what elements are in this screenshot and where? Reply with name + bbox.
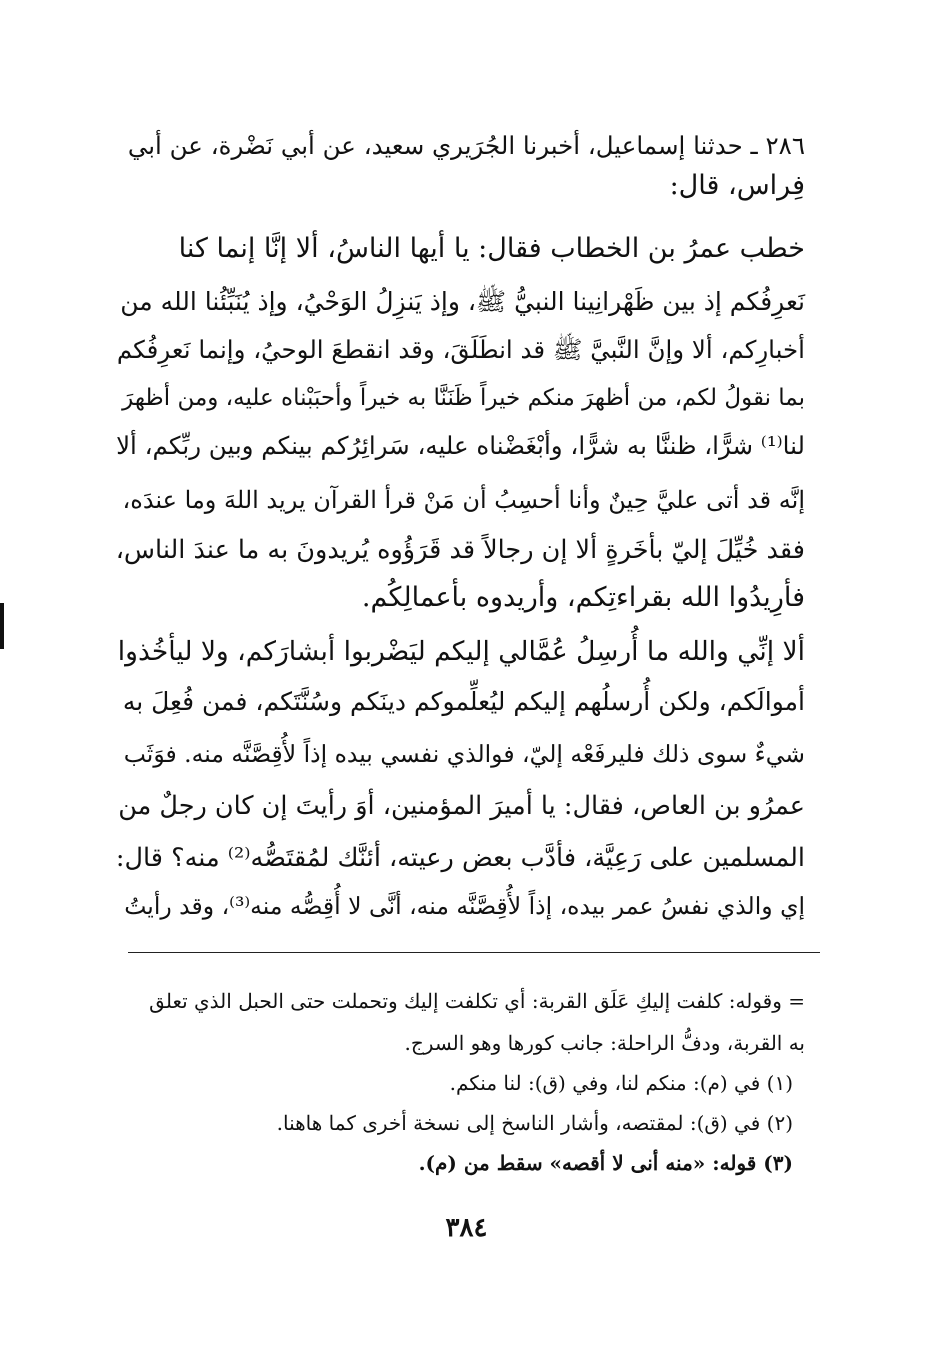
footnote-continuation-line: به القربة، ودفُّ الراحلة: جانب كورها وهو السرج. [404, 1031, 805, 1055]
paragraph2-line: أموالَكم، ولكن أُرسلُهم إليكم ليُعلِّموكم دينَكم وسُنَّتَكم، فمن فُعِلَ به [122, 687, 805, 716]
paragraph2-line: إي والذي نفسُ عمر بيده، إذاً لأُقِصَّنَّه منه، أنَّى لا أُقِصُّه منه⁽³⁾، وقد رأيتُ [124, 892, 805, 920]
paragraph1-line: فأرِيدُوا الله بقراءتِكم، وأريدوه بأعمالِكُم. [361, 582, 805, 613]
paragraph2-line: عمرُو بن العاص، فقال: يا أميرَ المؤمنين، أوَ رأيتَ إن كان رجلٌ من [118, 791, 805, 821]
hadith-intro-line-2: فِراس، قال: [669, 170, 805, 201]
scan-edge-mark [0, 603, 4, 649]
paragraph1-line: أخبارِكم، ألا وإنَّ النَّبيَّ ﷺ قد انطَلَقَ، وقد انقطعَ الوحيُ، وإنما نَعرِفُكم [116, 335, 805, 364]
page-number: ٣٨٤ [445, 1213, 488, 1243]
footnote-separator [128, 952, 820, 953]
paragraph1-line: فقد خُيِّلَ إليّ بأخَرةٍ ألا إن رجالاً قد قَرَؤُوه يُريدونَ به ما عندَ الناس، [115, 535, 805, 565]
paragraph2-line: المسلمين على رَعِيَّة، فأدَّب بعض رعيته، أئنَّك لمُقتَصُّه⁽²⁾ منه؟ قال: [115, 843, 805, 873]
paragraph2-line: ألا إنِّي والله ما أُرسِلُ عُمَّالي إليكم ليَضْربوا أبشارَكم، ولا ليأخُذوا [117, 636, 805, 667]
paragraph1-line: بما نقولُ لكم، من أظهرَ منكم خيراً ظَنَنَّا به خيراً وأحبَبْناه عليه، ومن أظهرَ [122, 385, 805, 411]
footnote-continuation-line: = وقوله: كلفت إليكِ عَلَق القربة: أي تكلفت إليك وتحملت حتى الحبل الذي تعلق [149, 989, 805, 1013]
paragraph2-line: شيءٌ سوى ذلك فليرفَعْه إليّ، فوالذي نفسي بيده إذاً لأُقِصَّنَّه منه. فوَثَب [123, 740, 805, 768]
paragraph1-line: نَعرِفُكم إذ بين ظَهْرانِينا النبيُّ ﷺ، وإذ يَنزِلُ الوَحْيُ، وإذ يُنَبِّئُنا الله من [120, 287, 805, 316]
hadith-intro-line-1: ٢٨٦ ـ حدثنا إسماعيل، أخبرنا الجُرَيري سعيد، عن أبي نَضْرة، عن أبي [127, 131, 805, 160]
paragraph1-line: لنا⁽¹⁾ شرًّا، ظننَّا به شرًّا، وأبْغَضْناه عليه، سَرائِرُكم بينكم وبين ربِّكم، ألا [116, 431, 805, 460]
paragraph1-line: إنَّه قد أتى عليَّ حِينٌ وأنا أحسِبُ أن مَنْ قرأ القرآن يريد اللهَ وما عندَه، [122, 486, 805, 514]
footnote-2: (٢) في (ق): لمقتصه، وأشار الناسخ إلى نسخة أخرى كما هاهنا. [276, 1111, 793, 1135]
paragraph1-line: خطب عمرُ بن الخطاب فقال: يا أيها الناسُ، ألا إنَّا إنما كنا [178, 233, 805, 264]
footnote-1: (١) في (م): منكم لنا، وفي (ق): لنا منكم. [449, 1071, 793, 1095]
footnote-3: (٣) قوله: «منه أنى لا أقصه» سقط من (م). [418, 1151, 793, 1175]
